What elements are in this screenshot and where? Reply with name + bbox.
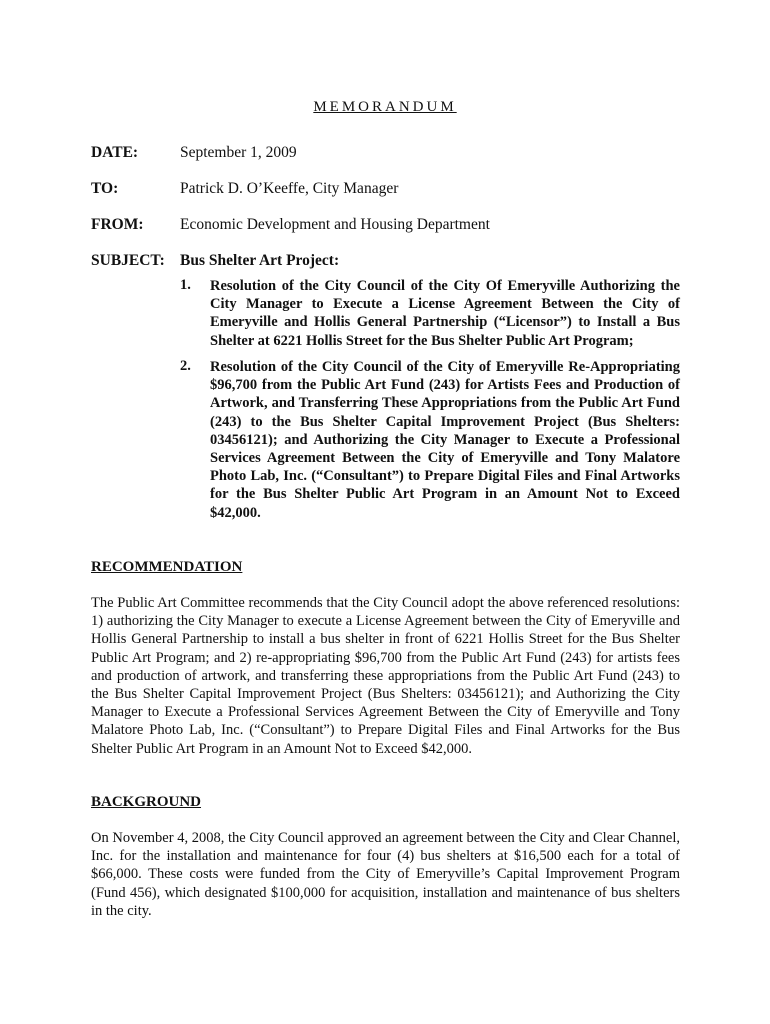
date-label: DATE: <box>91 144 139 161</box>
subject-item-number: 2. <box>180 358 191 374</box>
subject-item-text: Resolution of the City Council of the City Of Emeryville Authorizing the City Manager to Execute a License Agreement Between the City of Emeryville and Hollis General Partnership (“Licensor”) to Install a Bus Shelter at 6221 Hollis Street for the Bus Shelter Public Art Program; <box>210 278 680 349</box>
background-heading: BACKGROUND <box>91 794 202 810</box>
background-paragraph: On November 4, 2008, the City Council approved an agreement between the City and Clear Channel, Inc. for the installation and maintenance for four (4) bus shelters at $16,500 each for a total of $66,000. These costs were funded from the City of Emeryville’s Capital Improvement Program (Fund 456), which designated $100,000 for acquisition, installation and maintenance of bus shelters in the city. <box>91 830 680 919</box>
date-value: September 1, 2009 <box>180 144 297 161</box>
recommendation-paragraph: The Public Art Committee recommends that the City Council adopt the above referenced resolutions: 1) authorizing the City Manager to execute a License Agreement between the City of Emeryville and Hollis General Partnership to install a bus shelter in front of 6221 Hollis Street for the Bus Shelter Public Art Program; and 2) re-appropriating $96,700 from the Public Art Fund (243) for artists fees and production of artwork, and transferring these appropriations from the Public Art Fund (243) to the Bus Shelter Capital Improvement Project (Bus Shelters: 03456121); and Authorizing the City Manager to Execute a Professional Services Agreement Between the City of Emeryville and Tony Malatore Photo Lab, Inc. (“Consultant”) to Prepare Digital Files and Final Artworks for the Bus Shelter Public Art Program in an Amount Not to Exceed $42,000. <box>91 595 680 757</box>
subject-label: SUBJECT: <box>91 252 165 269</box>
from-value: Economic Development and Housing Department <box>180 216 490 233</box>
to-value: Patrick D. O’Keeffe, City Manager <box>180 180 399 197</box>
subject-item-text: Resolution of the City Council of the City of Emeryville Re-Appropriating $96,700 from the Public Art Fund (243) for Artists Fees and Production of Artwork, and Transferring These Appropriations from the Public Art Fund (243) to the Bus Shelter Capital Improvement Project (Bus Shelters: 03456121); and Authorizing the City Manager to Execute a Professional Services Agreement Between the City of Emeryville and Tony Malatore Photo Lab, Inc. (“Consultant”) to Prepare Digital Files and Final Artworks for the Bus Shelter Public Art Program in an Amount Not to Exceed $42,000. <box>210 359 680 521</box>
from-label: FROM: <box>91 216 144 233</box>
memo-title: MEMORANDUM <box>313 99 457 115</box>
subject-item-number: 1. <box>180 277 191 293</box>
to-label: TO: <box>91 180 119 197</box>
recommendation-heading: RECOMMENDATION <box>91 559 243 575</box>
subject-title: Bus Shelter Art Project: <box>180 252 340 269</box>
